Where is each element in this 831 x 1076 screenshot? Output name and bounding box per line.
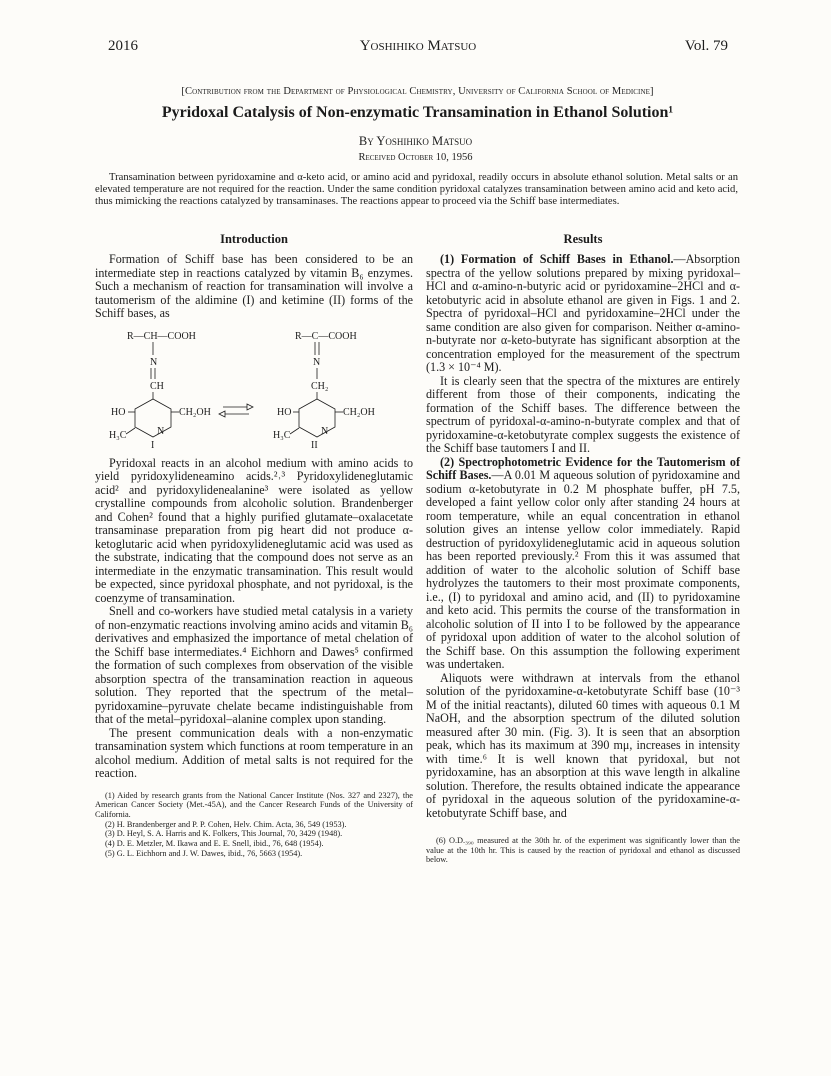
intro-paragraph-3: Snell and co-workers have studied metal catalysis in a variety of non-enzymatic reactions involving amino acids and vitamin B₆ derivatives and emphasized the importance of metal chelation of the Schiff base intermediates.⁴ Eichhorn and Dawes⁵ confirmed the formation of such complexes from observation of the visible absorption spectra of the transamination reaction in aqueous solution. They reported that the spectrum of the metal–pyridoxamine–pyruvate chelate became indistinguishable from that of the metal–pyridoxal–alanine complex upon standing. — [95, 604, 413, 726]
results-paragraph-1 — [426, 253, 740, 375]
pyridine-ring-left — [135, 399, 171, 437]
scheme-left-ch: CH — [150, 380, 164, 392]
footnote-2: (2) H. Brandenberger and P. P. Cohen, Helv. Chim. Acta, 36, 549 (1953). — [105, 819, 347, 829]
results-paragraph-2: It is clearly seen that the spectra of the mixtures are entirely different from those of their components, indicating the formation of the Schiff bases. The difference between the spectrum of pyridoxal-α-amino-n-butyrate complex and that of pyridoxamine-α-ketobutyrate complex suggests the existence of the Schiff base tautomers I and II. — [426, 373, 740, 455]
page-number: 2016 — [108, 38, 138, 54]
results-heading: Results — [563, 232, 603, 246]
scheme-right-top: R—C—COOH — [295, 330, 357, 342]
volume-number: Vol. 79 — [684, 38, 728, 54]
scheme-left-ho: HO — [111, 406, 126, 418]
abstract: Transamination between pyridoxamine and α-keto acid, or amino acid and pyridoxal, readily occurs in absolute ethanol solution. Metal salts or an elevated temperature are not required for the reaction. Under the same condition pyridoxal catalyzes transamination between amino acid and keto acid, thus mimicking the reactions catalyzed by transaminases. The reactions appear to proceed via the Schiff base intermediates. — [95, 172, 738, 207]
results-subheading-1: (1) Formation of Schiff Bases in Ethanol. — [440, 252, 674, 266]
results-text-3: —A 0.01 M aqueous solution of pyridoxamine and sodium α-ketobutyrate in 0.2 M phosphate buffer, pH 7.5, developed a faint yellow color only after standing 24 hours at room temperature, while an equal concentration in ethanol solution gives an intense yellow color immediately. Rapid destruction of pyridoxylideneglutamic acid in aqueous solution has been reported previously.² From this it was assumed that addition of water to the alcoholic solution of Schiff base hydrolyzes the tautomers to their most proximate components, i.e., (I) to pyridoxal and amino acid, and (II) to pyridoxamine and keto acid. This permits the course of the transformation in alcoholic solution of II into I to be followed by the appearance of pyridoxal upon addition of water to the alcohol solution of the Schiff base. On this assumption the following experiment was undertaken. — [426, 468, 740, 671]
pyridine-ring-right — [299, 399, 335, 437]
scheme-right-ch2: CH₂ — [311, 380, 329, 392]
results-paragraph-4: Aliquots were withdrawn at intervals from the ethanol solution of the pyridoxamine-α-ketobutyrate Schiff base (10⁻³ M of the initial reactants), diluted 60 times with aqueous 0.1 M NaOH, and the absorption spectrum of the diluted solution measured after 30 min. (Fig. 3). It is seen that an absorption peak, which has its maximum at 390 mμ, increases in intensity with time.⁶ It is well known that pyridoxal, but not pyridoxamine, has an absorption at this wave length in alkaline solution. Therefore, the results obtained indicate the appearance of pyridoxal in the aqueous solution of the pyridoxamine-α-ketobutyrate Schiff base, and — [426, 670, 740, 820]
scheme-left-h3c: H₃C — [109, 429, 127, 441]
arrow-head — [247, 404, 253, 410]
received-date: Received October 10, 1956 — [358, 152, 473, 163]
footnotes-left — [95, 791, 413, 859]
article-title: Pyridoxal Catalysis of Non-enzymatic Transamination in Ethanol Solution¹ — [161, 104, 674, 121]
footnote-4: (4) D. E. Metzler, M. Ikawa and E. E. Snell, ibid., 76, 648 (1954). — [105, 839, 324, 849]
scheme-left-top: R—CH—COOH — [127, 330, 196, 342]
footnotes-right — [426, 836, 740, 865]
footnote-6: (6) O.D.₃₉₀ measured at the 30th hr. of the experiment was significantly lower than the value at the 10th hr. This is caused by the reaction of pyridoxal and ethanol as discussed below. — [426, 836, 740, 865]
byline: By Yoshihiko Matsuo — [358, 134, 473, 148]
intro-paragraph-1: Formation of Schiff base has been considered to be an intermediate step in reactions catalyzed by vitamin B₆ enzymes. Such a mechanism of reaction for transamination will involve a tautomerism of the aldimine (I) and ketimine (II) forms of the Schiff bases, as — [95, 252, 413, 320]
scheme-right-n: N — [313, 356, 321, 368]
contribution-line: [Contribution from the Department of Physiological Chemistry, University of California School of Medicine] — [181, 86, 654, 97]
running-header — [108, 38, 728, 58]
scheme-bond — [126, 428, 135, 434]
scheme-bond — [290, 428, 299, 434]
arrow-head — [219, 411, 225, 417]
structure-label-i: I — [151, 439, 155, 449]
scheme-left-ch2oh: CH₂OH — [179, 406, 211, 418]
intro-paragraph-2: Pyridoxal reacts in an alcohol medium with amino acids to yield pyridoxylideneamino acids.²˒³ Pyridoxylideneglutamic acid² and pyridoxylidenealanine³ were isolated as yellow crystalline compounds from alcoholic solution. Brandenberger and Cohen² found that a highly purified glutamate–oxalacetate transaminase preparation from pig heart did not produce α-ketoglutaric acid when pyridoxylideneglutamic acid was used as the substrate, indicating that the compound does not serve as an intermediate in the enzymatic transamination. This result would be expected, since pyridoxal phosphate, and not pyridoxal, is the coenzyme of transamination. — [95, 455, 413, 605]
scheme-right-ho: HO — [277, 406, 292, 418]
footnote-5: (5) G. L. Eichhorn and J. W. Dawes, ibid., 76, 5663 (1954). — [105, 848, 303, 858]
scheme-left-n: N — [150, 356, 158, 368]
scheme-right-ch2oh: CH₂OH — [343, 406, 375, 418]
tautomerism-scheme — [95, 327, 413, 449]
running-author: Yoshihiko Matsuo — [359, 38, 477, 54]
footnote-1: (1) Aided by research grants from the National Cancer Institute (Nos. 327 and 2327), the American Cancer Society (Met.-45A), and the Cancer Research Funds of the University of California. — [95, 790, 413, 819]
right-column — [426, 232, 740, 865]
results-subheading-2: (2) Spectrophotometric Evidence for the Tautomerism of Schiff Bases. — [426, 454, 740, 482]
structure-label-ii: II — [311, 439, 318, 449]
results-paragraph-3 — [426, 456, 740, 672]
footnote-3: (3) D. Heyl, S. A. Harris and K. Folkers, This Journal, 70, 3429 (1948). — [105, 829, 343, 839]
left-column — [95, 232, 413, 858]
results-text-1: —Absorption spectra of the yellow solutions prepared by mixing pyridoxal–HCl and α-amino-n-butyric acid or pyridoxamine–2HCl and α-ketobutyric acid in absolute ethanol are given in Figs. 1 and 2. Spectra of pyridoxal–HCl and pyridoxamine–2HCl under the same condition are also given for comparison. Neither α-amino-n-butyrate nor α-keto-butyrate has significant absorption at the concentration employed for the measurement of the spectrum (1.3 × 10⁻⁴ M). — [426, 252, 740, 374]
introduction-heading: Introduction — [220, 232, 288, 246]
intro-paragraph-4: The present communication deals with a non-enzymatic transamination system which functions at room temperature in an alcohol medium. Addition of metal salts is not required for the reaction. — [95, 725, 413, 780]
scheme-left-ring-n: N — [157, 425, 165, 437]
scheme-right-ring-n: N — [321, 425, 329, 437]
scheme-right-h3c: H₃C — [273, 429, 291, 441]
